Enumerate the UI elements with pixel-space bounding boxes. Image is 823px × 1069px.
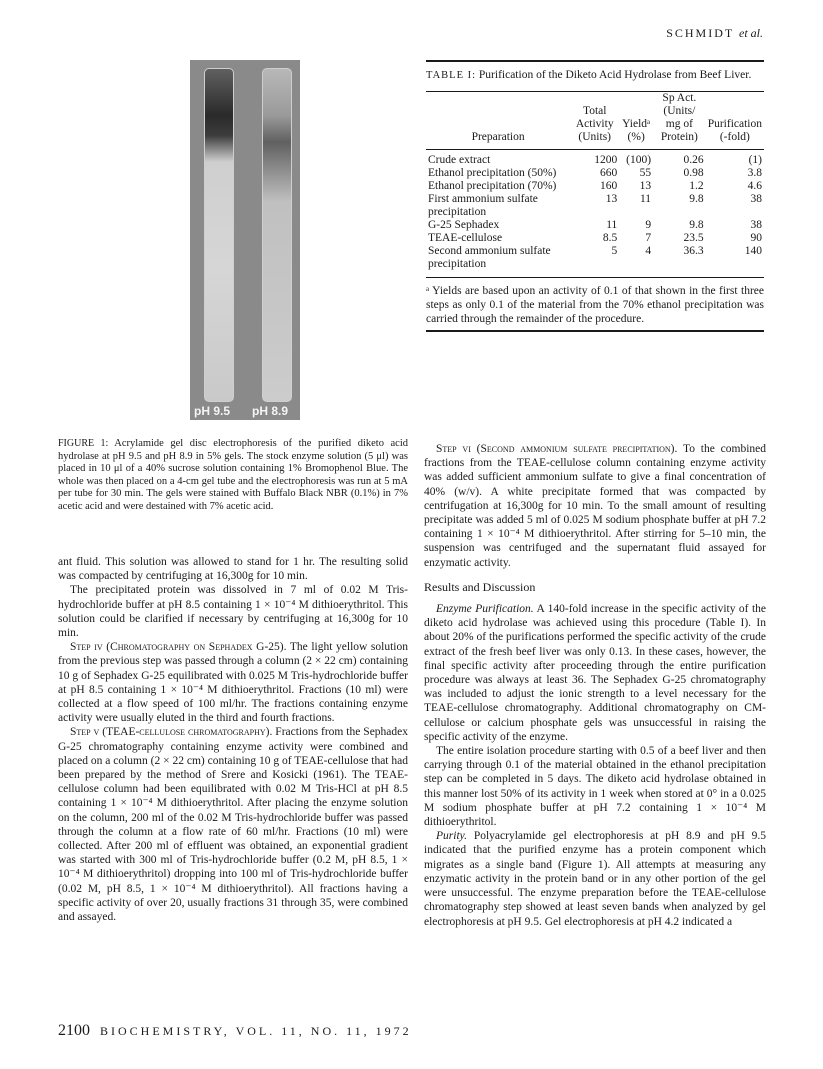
paragraph <box>58 640 408 725</box>
table-row <box>426 219 764 232</box>
purification-table <box>426 60 764 332</box>
cell-yield: 55 <box>639 167 652 179</box>
cell-specific-activity: 9.8 <box>689 219 704 231</box>
cell-purification: (1) <box>748 154 762 166</box>
paragraph <box>424 829 766 928</box>
cell-purification: 140 <box>744 245 762 257</box>
cell-specific-activity: 9.8 <box>689 193 704 205</box>
table-row <box>426 180 764 193</box>
header-yield: Yieldᵃ (%) <box>622 118 651 143</box>
step-v-text: Fractions from the Sephadex G-25 chromatography containing enzyme activity were combined and placed on a column (2 × 22 cm) containing 10 g of TEAE-cellulose that had been prepared by the method of Srere and Kosicki (1961). The TEAE-cellulose column had been equilibrated with 0.02 M Tris-HCl at pH 8.5 containing 1 × 10⁻⁴ M dithioerythritol. After placing the enzyme solution on the column, 200 ml of the 0.02 M Tris-hydrochloride buffer was passed through the column at a flow rate of 60 ml/hr. Fractions (10 ml) were collected. After 200 ml of effluent was obtained, an exponential gradient was started with 300 ml of Tris-hydrochloride buffer (0.2 M, pH 8.5, 1 × 10⁻⁴ M dithioerythritol) dropping into 100 ml of Tris-hydrochloride buffer (0.02 M, pH 8.5, 1 × 10⁻⁴ M dithioerythritol). All fractions having a specific activity of over 20, usually fractions 31 through 35, were combined and assayed. <box>58 726 409 924</box>
step-vi-heading: Step vi (Second ammonium sulfate precipitation). <box>436 443 678 455</box>
table-footnote: ᵃ Yields are based upon an activity of 0.1 of that shown in the first three steps as only 0.1 of the material from the 70% ethanol precipitation was carried through the remainder of the procedure. <box>426 285 764 325</box>
cell-yield: 9 <box>645 219 652 231</box>
step-vi-text: To the combined fractions from the TEAE-cellulose column containing enzyme activity was added sufficient ammonium sulfate to give a final concentration of 40% (w/v). A white precipitate formed that was compacted by centrifugation at 16,300g for 10 min. To the small amount of resulting precipitate was added 5 ml of 0.025 M sodium phosphate buffer at pH 7.2 containing 1 × 10⁻⁴ M dithioerythritol. After stirring for 5–10 min, the suspension was centrifuged and the supernatant fluid assayed for enzymatic activity. <box>424 443 766 569</box>
cell-yield: (100) <box>626 154 652 166</box>
gel-label-right: pH 8.9 <box>252 404 289 418</box>
cell-total-activity: 5 <box>611 245 618 257</box>
enzyme-purification-heading: Enzyme Purification. <box>436 603 534 616</box>
table-header-row <box>426 92 764 144</box>
running-head <box>666 26 763 41</box>
gel-tube-ph-8-9 <box>262 68 292 402</box>
cell-purification: 4.6 <box>747 180 762 192</box>
cell-specific-activity: 1.2 <box>689 180 704 192</box>
cell-yield: 7 <box>645 232 652 244</box>
journal-citation: BIOCHEMISTRY, VOL. 11, NO. 11, 1972 <box>100 1024 412 1038</box>
table-row <box>426 245 764 271</box>
cell-total-activity: 160 <box>600 180 618 192</box>
header-purification: Purification (-fold) <box>707 118 762 143</box>
table-title <box>426 68 764 83</box>
cell-specific-activity: 36.3 <box>683 245 704 257</box>
cell-preparation: Ethanol precipitation (70%) <box>428 180 557 192</box>
cell-preparation: Crude extract <box>428 154 491 166</box>
table-top-rule <box>426 60 764 62</box>
step-iv-text: The light yellow solution from the previous step was passed through a column (2 × 22 cm) containing 10 g of Sephadex G-25 equilibrated with 0.025 M Tris-hydrochloride buffer at pH 8.5 containing 1 × 10⁻⁴ M dithioerythritol. Fractions (10 ml) were collected at a flow speed of 100 ml/hr. The fractions containing enzyme activity were usually eluted in the third and fourth fractions. <box>58 641 408 725</box>
table-footer-rule <box>426 277 764 278</box>
right-text-column <box>424 442 766 929</box>
left-text-column <box>58 555 408 924</box>
header-specific-activity: Sp Act. (Units/ mg of Protein) <box>660 92 698 143</box>
step-iv-heading: Step iv (Chromatography on Sephadex G-25). <box>70 641 287 654</box>
figure-caption-text: Acrylamide gel disc electrophoresis of the purified diketo acid hydrolase at pH 9.5 and pH 8.9 in 5% gels. The stock enzyme solution (5 μl) was placed in 10 μl of a 40% sucrose solution containing 1% Bromophenol Blue. The whole was then placed on a 4-cm gel tube and the electrophoresis was run at 5 mA per tube for 30 min. The gels were stained with Buffalo Black NBR (0.1%) in 7% acetic acid and were destained with 7% acetic acid. <box>58 438 408 512</box>
cell-purification: 38 <box>750 219 762 231</box>
cell-total-activity: 660 <box>600 167 618 179</box>
table-row <box>426 154 764 167</box>
cell-yield: 13 <box>639 180 652 192</box>
cell-yield: 4 <box>645 245 652 257</box>
header-preparation: Preparation <box>471 131 525 143</box>
cell-total-activity: 11 <box>606 219 618 231</box>
cell-total-activity: 13 <box>605 193 618 205</box>
figure-caption <box>58 438 408 513</box>
enzyme-purification-text: A 140-fold increase in the specific activity of the diketo acid hydrolase was achieved using this procedure (Table I). In about 20% of the purifications performed the specific activity of the crude extract of the fresh beef liver was only 0.13. In these cases, however, the final specific activity after proceeding through the entire purification procedure was always at least 36. The Sephadex G-25 chromatography was included to adjust the ionic strength to a level necessary for the TEAE-cellulose chromatography. Additional chromatography on CM-cellulose or calcium phosphate gels was unsuccessful in raising the specific activity of the enzyme. <box>424 603 767 743</box>
paragraph: The precipitated protein was dissolved in 7 ml of 0.02 M Tris-hydrochloride buffer at pH 8.5 containing 1 × 10⁻⁴ M dithioerythritol. This solution could be clarified if necessary by centrifuging at 16,300g for 10 min. <box>58 584 408 640</box>
paragraph <box>424 602 766 744</box>
paragraph <box>424 442 766 570</box>
page-number: 2100 <box>58 1022 90 1039</box>
gel-tube-ph-9-5 <box>204 68 234 402</box>
paragraph: The entire isolation procedure starting with 0.5 of a beef liver and then carrying through 0.1 of the material obtained in the ethanol precipitation step can be completed in 5 days. The diketo acid hydrolase obtained in this manner lost 50% of its activity in 1 week when stored at 0° in a 0.025 M sodium phosphate buffer at pH 7.2 containing 1 × 10⁻⁴ M dithioerythritol. <box>424 745 766 829</box>
running-head-author: SCHMIDT <box>666 26 734 40</box>
gel-label-left: pH 9.5 <box>194 404 231 418</box>
running-head-etal: et al. <box>739 26 763 40</box>
cell-purification: 3.8 <box>747 167 762 179</box>
cell-specific-activity: 0.26 <box>683 154 704 166</box>
cell-purification: 90 <box>750 232 762 244</box>
cell-purification: 38 <box>750 193 762 205</box>
paragraph: ant fluid. This solution was allowed to stand for 1 hr. The resulting solid was compacted by centrifuging at 16,300g for 10 min. <box>58 556 408 583</box>
table-row <box>426 232 764 245</box>
cell-preparation: G-25 Sephadex <box>428 219 500 231</box>
section-heading: Results and Discussion <box>424 579 536 594</box>
table-title-text: Purification of the Diketo Acid Hydrolase from Beef Liver. <box>478 69 752 81</box>
gel-electrophoresis-figure <box>190 60 300 420</box>
page-footer <box>58 1022 412 1040</box>
cell-preparation: First ammonium sulfate precipitation <box>428 193 538 218</box>
cell-specific-activity: 0.98 <box>683 167 704 179</box>
table-bottom-rule <box>426 330 764 332</box>
purity-text: Polyacrylamide gel electrophoresis at pH 8.9 and pH 9.5 indicated that the purified enzyme has a protein component which migrates as a single band (Figure 1). All attempts at measuring any enzymatic activity in the protein band or in any other portion of the gel were unsuccessful. The enzyme preparation before the TEAE-cellulose chromatography step showed at least seven bands when analyzed by gel electrophoresis at pH 9.5. Gel electrophoresis at pH 4.2 indicated a <box>424 830 766 928</box>
table-label: TABLE I: <box>426 70 477 81</box>
purification-data-table <box>426 92 764 271</box>
step-v-heading: Step v (TEAE-cellulose chromatography). <box>70 726 273 739</box>
cell-specific-activity: 23.5 <box>683 232 704 244</box>
header-total-activity: Total Activity (Units) <box>575 105 614 143</box>
figure-caption-label: FIGURE 1: <box>58 438 109 449</box>
paragraph <box>58 725 408 924</box>
cell-total-activity: 1200 <box>594 154 618 166</box>
cell-preparation: Ethanol precipitation (50%) <box>428 167 557 179</box>
cell-preparation: TEAE-cellulose <box>428 232 503 244</box>
table-row <box>426 167 764 180</box>
table-row <box>426 193 764 219</box>
cell-total-activity: 8.5 <box>602 232 618 244</box>
cell-preparation: Second ammonium sulfate precipitation <box>428 245 551 270</box>
cell-yield: 11 <box>639 193 652 205</box>
purity-heading: Purity. <box>436 830 467 843</box>
